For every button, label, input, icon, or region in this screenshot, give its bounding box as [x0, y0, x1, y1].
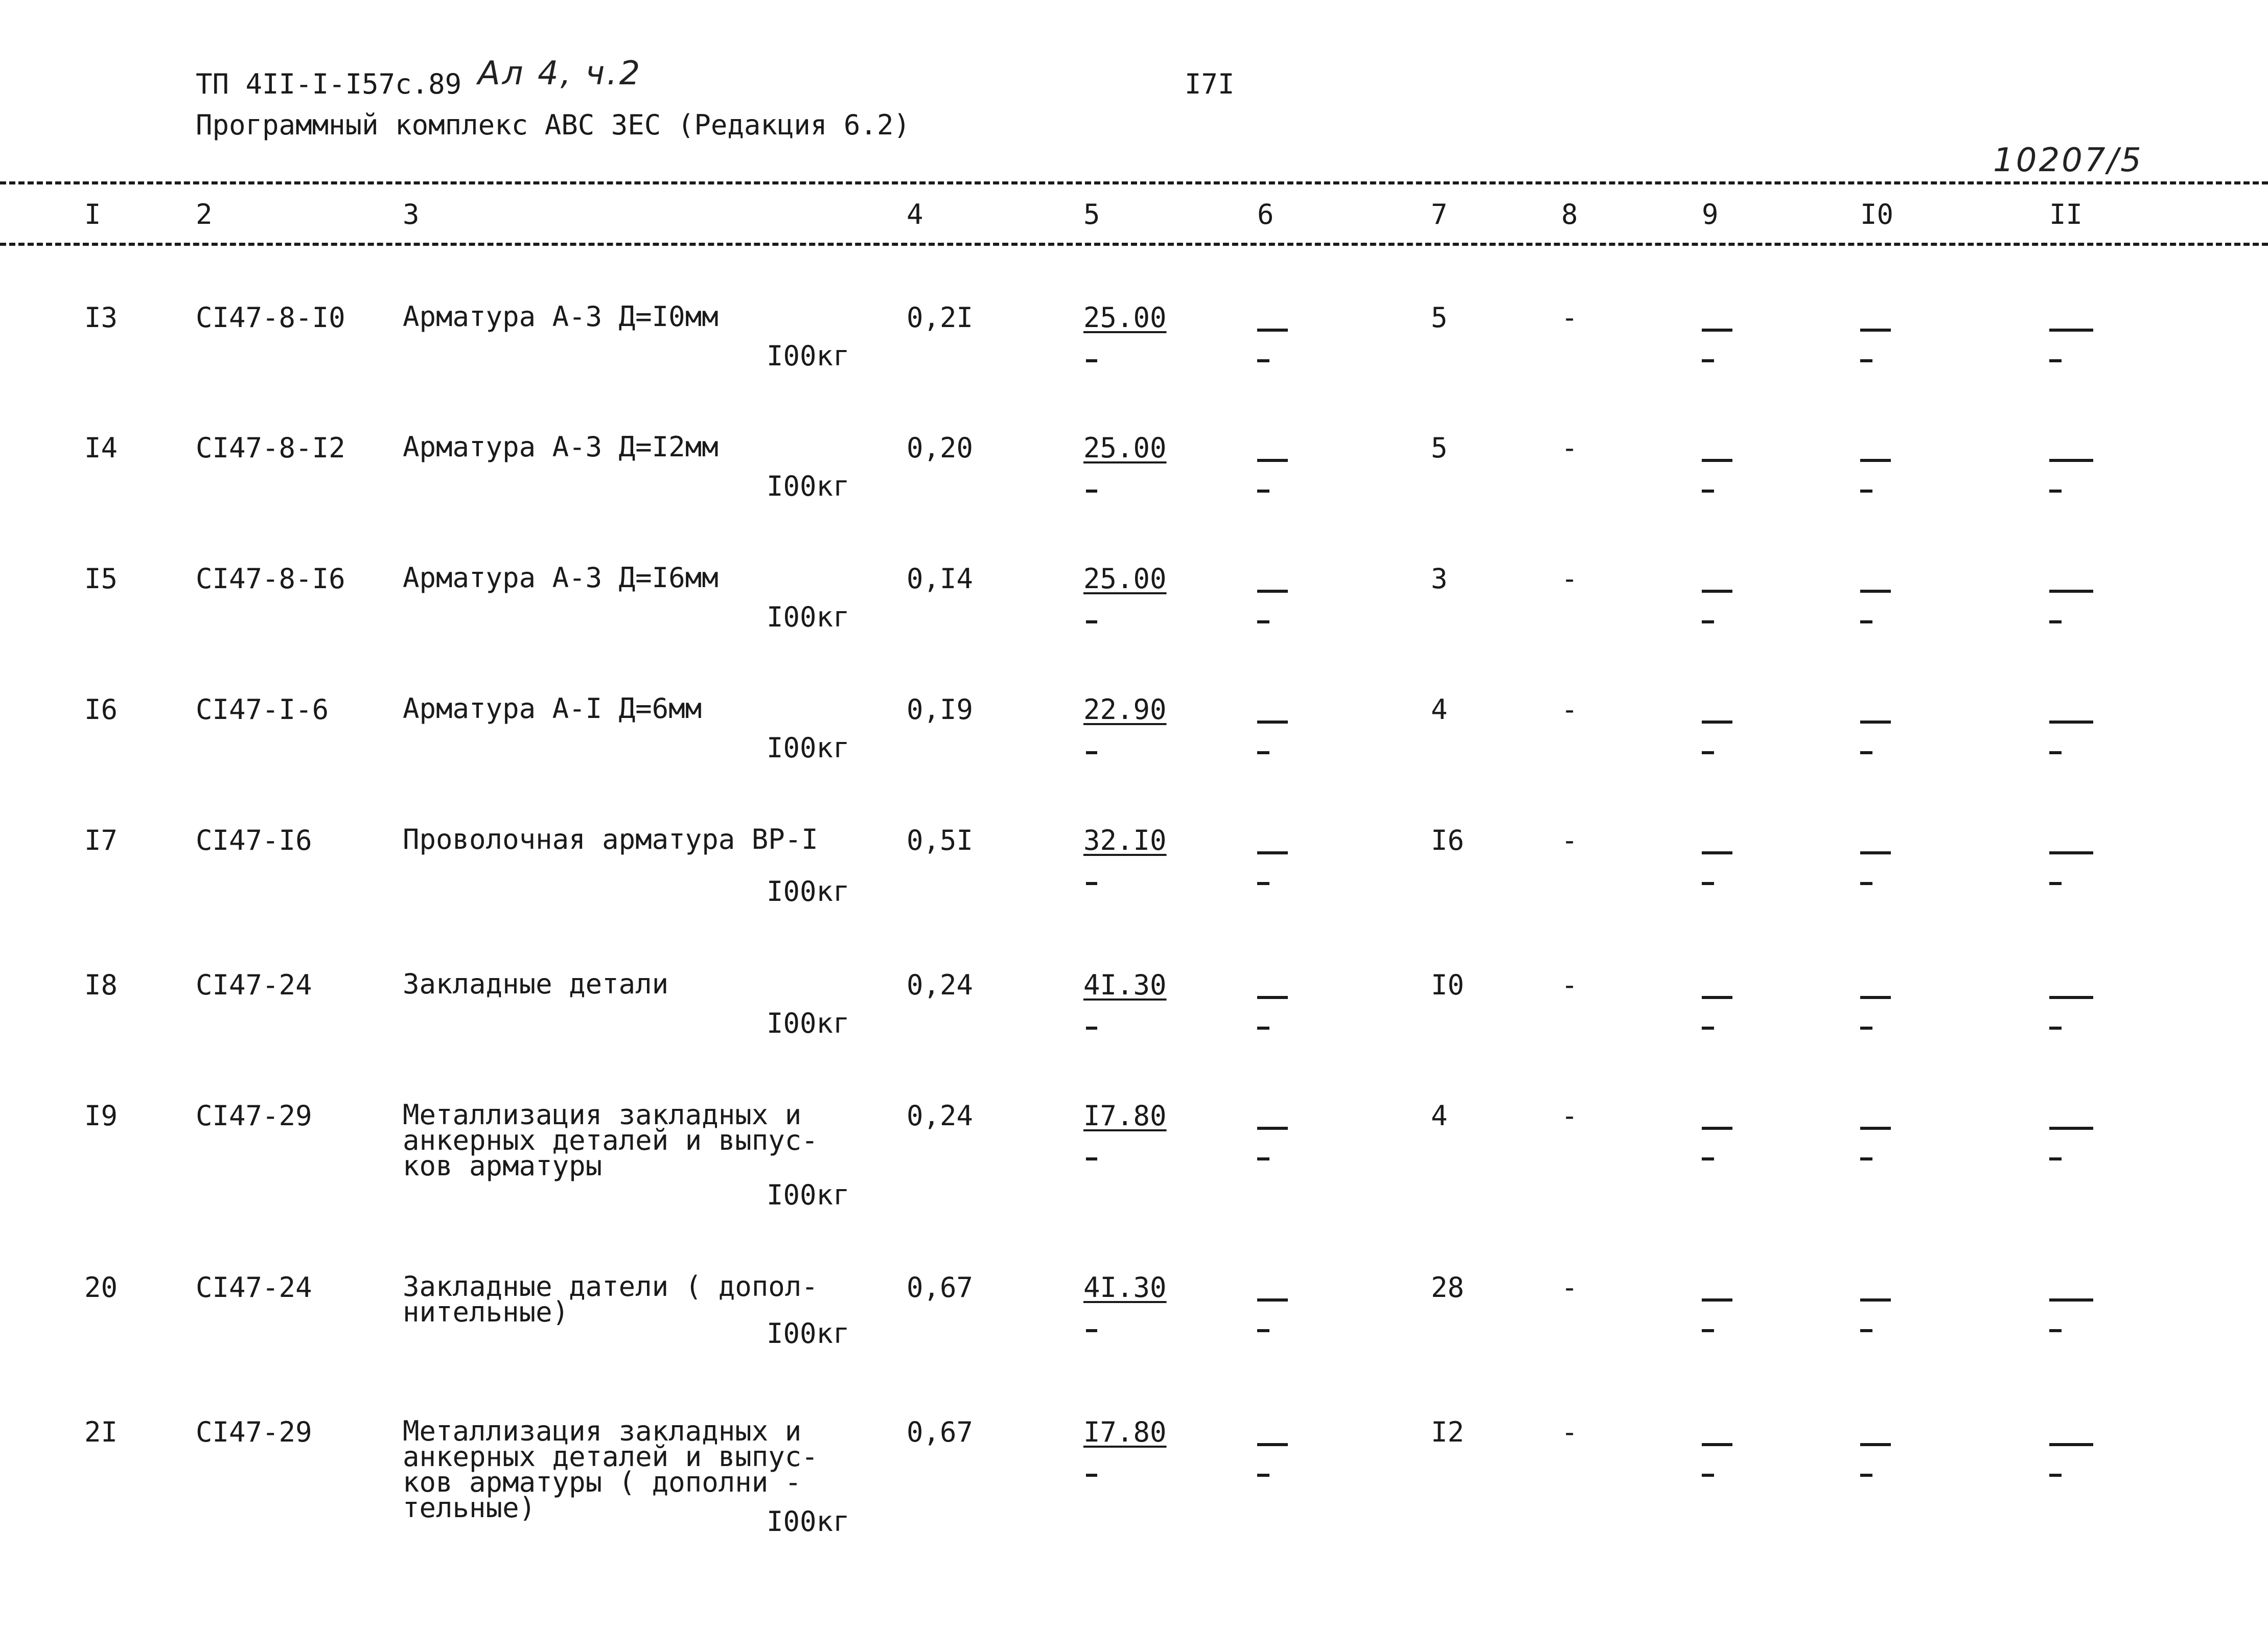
column-header-6: 6 [1257, 198, 1274, 230]
col8-value: - [1561, 432, 1578, 464]
col9-dash-top [1702, 1298, 1732, 1302]
col10-dash-top [1860, 1127, 1891, 1130]
price-dash [1086, 1157, 1097, 1160]
col11-dash-bottom [2049, 1027, 2062, 1030]
item-code: СI47-8-I0 [196, 301, 345, 334]
col6-dash-bottom [1257, 1157, 1269, 1160]
price-dash [1086, 490, 1097, 493]
col7-value: 5 [1431, 432, 1448, 464]
price-value: 4I.30 [1083, 1271, 1167, 1304]
row-number: I5 [84, 563, 118, 595]
col9-dash-bottom [1702, 359, 1714, 362]
row-number: I7 [84, 824, 118, 856]
col11-dash-bottom [2049, 1329, 2062, 1332]
col11-dash-top [2049, 1443, 2093, 1446]
row-number: I4 [84, 432, 118, 464]
item-description: Проволочная арматура ВР-I [403, 823, 818, 855]
col7-value: I6 [1431, 824, 1465, 856]
col6-dash-top [1257, 590, 1288, 593]
col10-dash-top [1860, 1443, 1891, 1446]
price-dash [1086, 1027, 1097, 1030]
quantity-value: 0,24 [907, 969, 974, 1001]
col8-value: - [1561, 969, 1578, 1001]
col6-dash-bottom [1257, 490, 1269, 493]
price-value: 4I.30 [1083, 969, 1167, 1001]
col8-value: - [1561, 1271, 1578, 1304]
col10-dash-bottom [1860, 490, 1872, 493]
item-unit: I00кг [767, 875, 850, 908]
col9-dash-bottom [1702, 620, 1714, 623]
price-dash [1086, 751, 1097, 754]
col10-dash-bottom [1860, 1157, 1872, 1160]
col10-dash-bottom [1860, 1329, 1872, 1332]
quantity-value: 0,20 [907, 432, 974, 464]
col6-dash-bottom [1257, 751, 1269, 754]
col10-dash-bottom [1860, 620, 1872, 623]
col11-dash-bottom [2049, 1474, 2062, 1477]
column-header-9: 9 [1702, 198, 1719, 230]
col7-value: I2 [1431, 1416, 1465, 1448]
col11-dash-bottom [2049, 1157, 2062, 1160]
price-dash [1086, 882, 1097, 885]
item-unit: I00кг [767, 732, 850, 764]
item-code: СI47-24 [196, 1271, 312, 1304]
item-code: СI47-8-I6 [196, 563, 345, 595]
quantity-value: 0,I9 [907, 693, 974, 726]
col9-dash-bottom [1702, 490, 1714, 493]
col6-dash-bottom [1257, 882, 1269, 885]
item-unit: I00кг [767, 470, 850, 502]
col6-dash-top [1257, 329, 1288, 332]
item-code: СI47-24 [196, 969, 312, 1001]
col6-dash-top [1257, 1443, 1288, 1446]
item-code: СI47-29 [196, 1416, 312, 1448]
col9-dash-bottom [1702, 882, 1714, 885]
col11-dash-top [2049, 1298, 2093, 1302]
column-header-4: 4 [907, 198, 923, 230]
col10-dash-top [1860, 851, 1891, 854]
item-description: Металлизация закладных и анкерных деталей и выпус- ков арматуры [403, 1099, 818, 1182]
col6-dash-bottom [1257, 1329, 1269, 1332]
col9-dash-bottom [1702, 1474, 1714, 1477]
column-header-11: II [2049, 198, 2083, 230]
price-dash [1086, 359, 1097, 362]
item-description: Арматура А-3 Д=I0мм [403, 300, 719, 333]
item-description: Арматура А-3 Д=I2мм [403, 431, 719, 463]
col9-dash-top [1702, 721, 1732, 724]
item-unit: I00кг [767, 1317, 850, 1350]
item-description: Закладные детали [403, 968, 669, 1000]
row-number: 20 [84, 1271, 118, 1304]
item-unit: I00кг [767, 340, 850, 372]
col7-value: I0 [1431, 969, 1465, 1001]
col8-value: - [1561, 1100, 1578, 1132]
col10-dash-bottom [1860, 751, 1872, 754]
quantity-value: 0,I4 [907, 563, 974, 595]
col11-dash-bottom [2049, 620, 2062, 623]
quantity-value: 0,67 [907, 1416, 974, 1448]
item-unit: I00кг [767, 1179, 850, 1211]
col11-dash-top [2049, 459, 2093, 462]
col8-value: - [1561, 693, 1578, 726]
col9-dash-bottom [1702, 751, 1714, 754]
col6-dash-top [1257, 459, 1288, 462]
item-code: СI47-I6 [196, 824, 312, 856]
col10-dash-top [1860, 996, 1891, 999]
col10-dash-top [1860, 590, 1891, 593]
col10-dash-bottom [1860, 1474, 1872, 1477]
price-value: 22.90 [1083, 693, 1167, 726]
page-number: I7I [1185, 68, 1235, 100]
col10-dash-top [1860, 329, 1891, 332]
header-divider-top [0, 181, 2268, 184]
row-number: I3 [84, 301, 118, 334]
item-description: Арматура А-3 Д=I6мм [403, 562, 719, 594]
col9-dash-bottom [1702, 1027, 1714, 1030]
col6-dash-top [1257, 1127, 1288, 1130]
handwritten-number: 10207/5 [1993, 142, 2143, 179]
col6-dash-top [1257, 996, 1288, 999]
item-code: СI47-8-I2 [196, 432, 345, 464]
col6-dash-bottom [1257, 1474, 1269, 1477]
col10-dash-top [1860, 1298, 1891, 1302]
col9-dash-top [1702, 459, 1732, 462]
col6-dash-bottom [1257, 359, 1269, 362]
price-value: I7.80 [1083, 1416, 1167, 1448]
quantity-value: 0,67 [907, 1271, 974, 1304]
col9-dash-top [1702, 329, 1732, 332]
item-description: Арматура А-I Д=6мм [403, 692, 702, 725]
price-dash [1086, 620, 1097, 623]
col11-dash-top [2049, 851, 2093, 854]
col9-dash-top [1702, 996, 1732, 999]
col11-dash-bottom [2049, 359, 2062, 362]
price-value: 32.I0 [1083, 824, 1167, 856]
col7-value: 4 [1431, 1100, 1448, 1132]
col9-dash-top [1702, 590, 1732, 593]
row-number: 2I [84, 1416, 118, 1448]
col11-dash-bottom [2049, 882, 2062, 885]
col8-value: - [1561, 301, 1578, 334]
col9-dash-bottom [1702, 1157, 1714, 1160]
col11-dash-top [2049, 329, 2093, 332]
item-description: Металлизация закладных и анкерных деталей и выпус- ков арматуры ( дополни - тельные) [403, 1415, 818, 1524]
price-value: 25.00 [1083, 563, 1167, 595]
column-header-2: 2 [196, 198, 213, 230]
header-divider-bottom [0, 243, 2268, 246]
item-unit: I00кг [767, 1505, 850, 1538]
col9-dash-top [1702, 1127, 1732, 1130]
handwritten-note: Ал 4, ч.2 [478, 55, 642, 92]
col10-dash-bottom [1860, 1027, 1872, 1030]
price-value: I7.80 [1083, 1100, 1167, 1132]
col6-dash-bottom [1257, 1027, 1269, 1030]
col8-value: - [1561, 1416, 1578, 1448]
col6-dash-top [1257, 851, 1288, 854]
quantity-value: 0,2I [907, 301, 974, 334]
price-dash [1086, 1329, 1097, 1332]
col10-dash-bottom [1860, 359, 1872, 362]
row-number: I9 [84, 1100, 118, 1132]
column-header-5: 5 [1083, 198, 1100, 230]
item-code: СI47-I-6 [196, 693, 329, 726]
col10-dash-bottom [1860, 882, 1872, 885]
price-value: 25.00 [1083, 301, 1167, 334]
quantity-value: 0,24 [907, 1100, 974, 1132]
col7-value: 5 [1431, 301, 1448, 334]
col11-dash-bottom [2049, 490, 2062, 493]
quantity-value: 0,5I [907, 824, 974, 856]
col9-dash-top [1702, 851, 1732, 854]
col10-dash-top [1860, 721, 1891, 724]
column-header-3: 3 [403, 198, 420, 230]
col9-dash-top [1702, 1443, 1732, 1446]
col9-dash-bottom [1702, 1329, 1714, 1332]
column-header-1: I [84, 198, 101, 230]
col8-value: - [1561, 824, 1578, 856]
document-subtitle: Программный комплекс АВС ЗЕС (Редакция 6.2) [196, 109, 910, 141]
col11-dash-top [2049, 996, 2093, 999]
col8-value: - [1561, 563, 1578, 595]
price-dash [1086, 1474, 1097, 1477]
col7-value: 28 [1431, 1271, 1465, 1304]
row-number: I8 [84, 969, 118, 1001]
row-number: I6 [84, 693, 118, 726]
item-unit: I00кг [767, 1007, 850, 1039]
item-description: Закладные датели ( допол- нительные) [403, 1270, 818, 1328]
col11-dash-top [2049, 721, 2093, 724]
col7-value: 4 [1431, 693, 1448, 726]
col11-dash-bottom [2049, 751, 2062, 754]
col11-dash-top [2049, 1127, 2093, 1130]
price-value: 25.00 [1083, 432, 1167, 464]
item-unit: I00кг [767, 601, 850, 633]
document-code: ТП 4II-I-I57с.89 [196, 68, 462, 100]
col6-dash-bottom [1257, 620, 1269, 623]
column-header-7: 7 [1431, 198, 1448, 230]
col11-dash-top [2049, 590, 2093, 593]
column-header-10: I0 [1860, 198, 1894, 230]
col7-value: 3 [1431, 563, 1448, 595]
column-header-8: 8 [1561, 198, 1578, 230]
col10-dash-top [1860, 459, 1891, 462]
col6-dash-top [1257, 721, 1288, 724]
item-code: СI47-29 [196, 1100, 312, 1132]
col6-dash-top [1257, 1298, 1288, 1302]
